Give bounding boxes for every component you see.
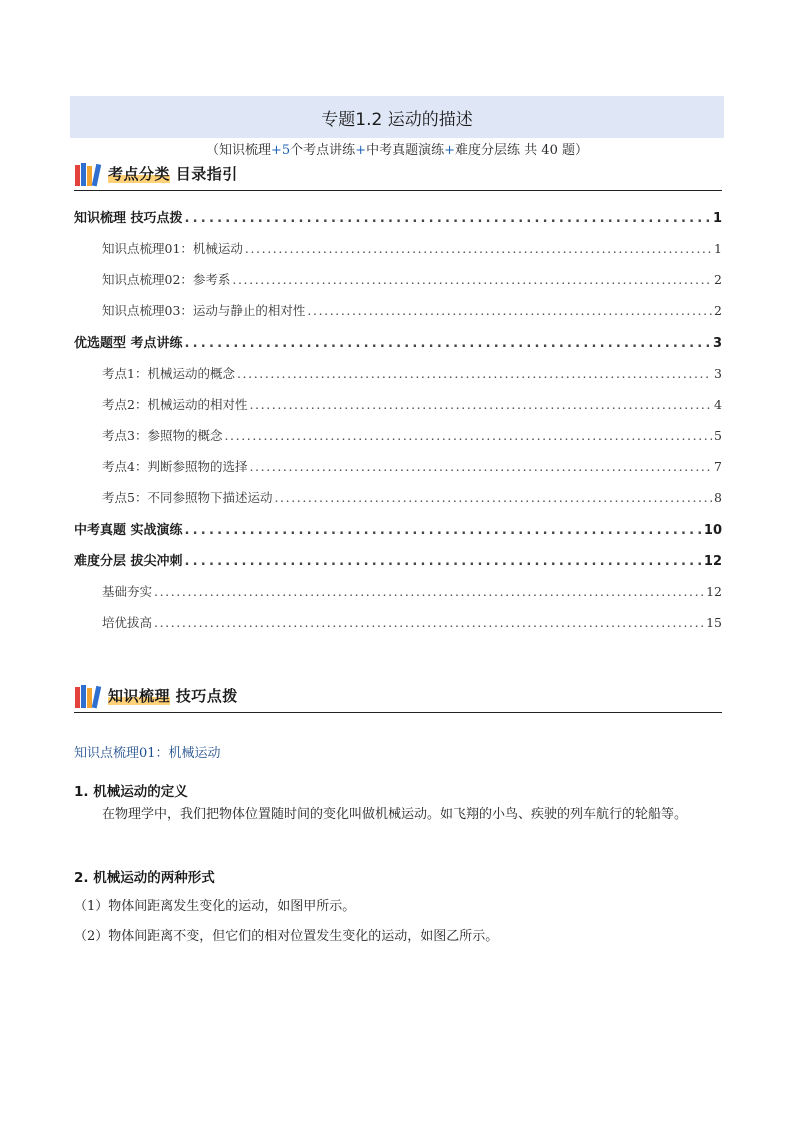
toc-entry[interactable] <box>74 582 722 600</box>
toc-entry-page: 3 <box>714 366 722 381</box>
page-title-bar <box>70 96 724 138</box>
toc-entry-page: 1 <box>714 241 722 256</box>
toc-leader <box>237 366 712 381</box>
toc-leader <box>185 211 711 226</box>
toc-entry-page: 4 <box>714 397 722 412</box>
toc-entry-text: 考点2：机械运动的相对性 <box>102 397 248 412</box>
toc-entry-page: 12 <box>706 584 722 599</box>
toc-leader <box>185 336 711 351</box>
subtitle-num: 40 <box>541 143 558 158</box>
list-item: （1）物体间距离发生变化的运动，如图甲所示。 <box>74 899 356 914</box>
toc-leader <box>185 523 702 538</box>
subtitle-mid3: 难度分层练 共 <box>455 143 538 158</box>
heading-definition: 1. 机械运动的定义 <box>74 784 188 800</box>
toc-entry-text: 基础夯实 <box>102 584 153 599</box>
toc-entry-page: 2 <box>714 303 722 318</box>
toc-entry-page: 10 <box>703 523 722 538</box>
books-icon <box>74 162 104 187</box>
section-label-a: 考点分类 <box>108 165 171 183</box>
toc-entry-text: 考点4：判断参照物的选择 <box>102 459 248 474</box>
toc-entry-page: 15 <box>706 615 722 630</box>
toc-entry-text: 考点1：机械运动的概念 <box>102 366 235 381</box>
toc-entry-text: 考点3：参照物的概念 <box>102 428 223 443</box>
toc-entry[interactable] <box>74 426 722 444</box>
toc-leader <box>154 615 704 630</box>
toc-entry-page: 1 <box>712 211 722 226</box>
subtitle-hl3: + <box>444 143 456 158</box>
toc-entry[interactable] <box>74 519 722 537</box>
page-title: 专题1.2 运动的描述 <box>321 109 473 130</box>
list-item: （2）物体间距离不变，但它们的相对位置发生变化的运动，如图乙所示。 <box>74 929 499 944</box>
section-label-a: 知识梳理 <box>108 687 171 705</box>
toc-leader <box>307 303 712 318</box>
section-label-b: 目录指引 <box>175 165 238 183</box>
toc-entry-page: 12 <box>703 554 722 569</box>
toc-entry-text: 难度分层 拔尖冲刺 <box>74 554 183 569</box>
heading-forms: 2. 机械运动的两种形式 <box>74 870 215 886</box>
toc-entry[interactable] <box>74 395 722 413</box>
toc-entry-text: 知识点梳理03：运动与静止的相对性 <box>102 303 306 318</box>
subtitle-mid2: 中考真题演练 <box>366 143 445 158</box>
toc-entry-text: 考点5：不同参照物下描述运动 <box>102 490 273 505</box>
toc-entry-page: 7 <box>714 459 722 474</box>
toc-entry-page: 5 <box>714 428 722 443</box>
paragraph-definition: 在物理学中，我们把物体位置随时间的变化叫做机械运动。如飞翔的小鸟、疾驶的列车航行的轮船等。 <box>102 807 688 822</box>
toc-entry[interactable] <box>74 488 722 506</box>
toc-entry-text: 中考真题 实战演练 <box>74 523 183 538</box>
subtitle-hl2: + <box>355 143 367 158</box>
toc-entry[interactable] <box>74 301 722 319</box>
toc-entry-page: 2 <box>714 272 722 287</box>
toc-leader <box>224 428 712 443</box>
section-label-b: 技巧点拨 <box>175 687 238 705</box>
toc-entry[interactable] <box>74 270 722 288</box>
knowledge-point-title: 知识点梳理01：机械运动 <box>74 746 221 761</box>
toc-leader <box>249 397 712 412</box>
toc-entry[interactable] <box>74 457 722 475</box>
toc-entry-text: 优选题型 考点讲练 <box>74 336 183 351</box>
toc-leader <box>274 490 712 505</box>
toc-entry-page: 8 <box>714 490 722 505</box>
section-header-toc <box>74 160 722 191</box>
toc-leader <box>154 584 704 599</box>
page-subtitle <box>70 139 724 158</box>
toc-entry[interactable] <box>74 207 722 225</box>
toc-leader <box>245 241 712 256</box>
toc-leader <box>185 554 702 569</box>
toc-leader <box>232 272 712 287</box>
section-label <box>108 685 238 706</box>
toc-entry-text: 知识点梳理01：机械运动 <box>102 241 243 256</box>
subtitle-close: 题） <box>561 143 588 158</box>
toc-entry[interactable] <box>74 239 722 257</box>
subtitle-hl1: +5 <box>271 143 291 158</box>
section-header-knowledge <box>74 682 722 713</box>
toc-entry-text: 培优拔高 <box>102 615 153 630</box>
toc-entry-page: 3 <box>712 336 722 351</box>
toc-entry-text: 知识点梳理02：参考系 <box>102 272 231 287</box>
toc-leader <box>249 459 712 474</box>
toc-entry-text: 知识梳理 技巧点拨 <box>74 211 183 226</box>
toc-entry[interactable] <box>74 613 722 631</box>
toc-entry[interactable] <box>74 332 722 350</box>
toc-entry[interactable] <box>74 364 722 382</box>
books-icon <box>74 684 104 709</box>
toc-entry[interactable] <box>74 550 722 568</box>
section-label <box>108 163 238 184</box>
subtitle-open: （知识梳理 <box>205 143 271 158</box>
subtitle-mid1: 个考点讲练 <box>290 143 356 158</box>
